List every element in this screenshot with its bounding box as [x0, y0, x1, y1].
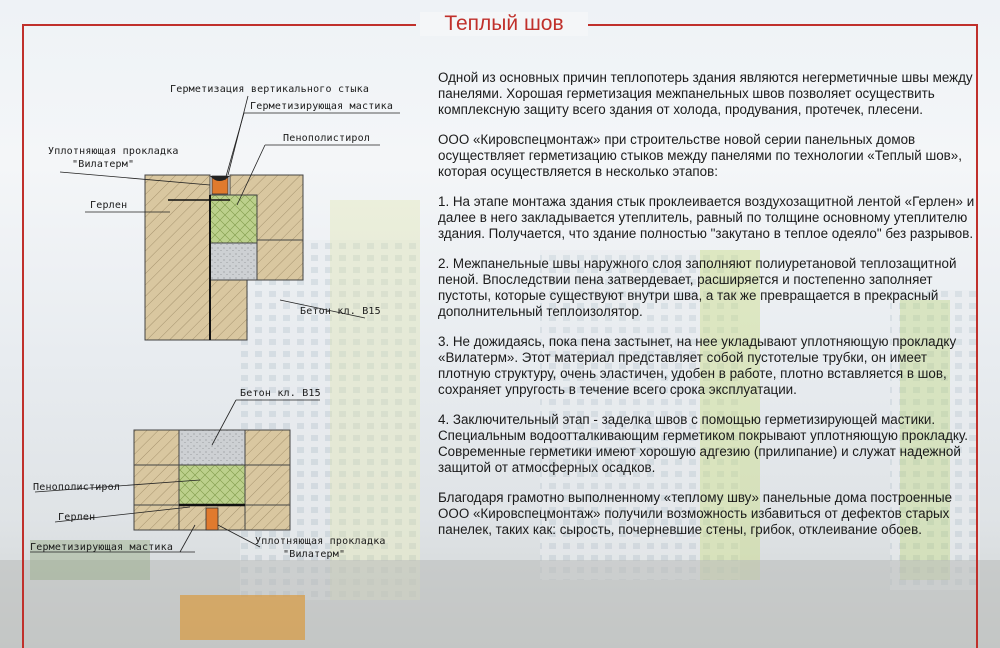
label-gerlen-1: Герлен [90, 200, 128, 211]
paragraph-company: ООО «Кировспецмонтаж» при строительстве новой серии панельных домов осуществляет герметизацию стыков между панелями по технологии «Теплый шов», которая осуществляется в несколько этапов: [438, 132, 962, 179]
paragraph-step-3: 3. Не дожидаясь, пока пена застынет, на нее укладывают уплотняющую прокладку «Вилатерм». Этот материал представляет собой пустотелые трубки, он имеет плотную структуру, очень эластичен, удобен в работе, плотно вставляется в шов, сохраняет упругость в течение всего срока эксплуатации. [438, 334, 957, 397]
label-gasket-1-line1: Уплотняющая прокладка [48, 146, 179, 157]
label-polystyrene-2: Пенополистирол [33, 482, 121, 493]
label-gasket-2-line1: Уплотняющая прокладка [255, 536, 386, 547]
label-sealing-mastic-1: Герметизирующая мастика [250, 101, 394, 112]
paragraph-step-1: 1. На этапе монтажа здания стык проклеивается воздухозащитной лентой «Герлен» и далее в него закладывается утеплитель, равный по толщине основному утеплителю здания. Получается, что здание полностью "закутано в теплое одеяло" без разрывов. [438, 194, 975, 241]
label-concrete-2: Бетон кл. В15 [240, 388, 321, 399]
paragraph-intro: Одной из основных причин теплопотерь здания являются негерметичные швы между панелями. Хорошая герметизация межпанельных швов позволяет осуществить комплексную защиту всего здания от холода, продувания, протечек, плесени. [438, 70, 973, 117]
label-gasket-1-line2: "Вилатерм" [72, 159, 135, 170]
page-title: Теплый шов [420, 12, 588, 36]
label-gasket-2-line2: "Вилатерм" [283, 549, 346, 560]
paragraph-step-2: 2. Межпанельные швы наружного слоя заполняют полиуретановой теплозащитной пеной. Впоследствии пена затвердевает, расширяется и постепенно заполняет пустоты, которые существуют внутри шва, а так же превращается в прекрасный дополнительный теплоизолятор. [438, 256, 957, 319]
paragraph-step-4: 4. Заключительный этап - заделка швов с помощью герметизирующей мастики. Специальным водоотталкивающим герметиком покрывают уплотняющую прокладку. Современные герметики имеют хорошую адгезию (прилипание) и служат надежной защитой от атмосферных осадков. [438, 412, 968, 475]
label-concrete-1: Бетон кл. В15 [300, 306, 381, 317]
article-text [438, 70, 978, 552]
label-sealing-mastic-2: Герметизирующая мастика [30, 542, 174, 553]
diagram-horizontal-seam [30, 400, 320, 552]
label-polystyrene-1: Пенополистирол [283, 133, 371, 144]
paragraph-conclusion: Благодаря грамотно выполненному «теплому шву» панельные дома построенные ООО «Кировспецмонтаж» получили возможность избавиться от дефектов старых панелек, таких как: сырость, почерневшие стены, грибок, отклеивание обоев. [438, 490, 953, 537]
label-gerlen-2: Герлен [58, 512, 96, 523]
label-vertical-seal: Герметизация вертикального стыка [170, 84, 370, 95]
